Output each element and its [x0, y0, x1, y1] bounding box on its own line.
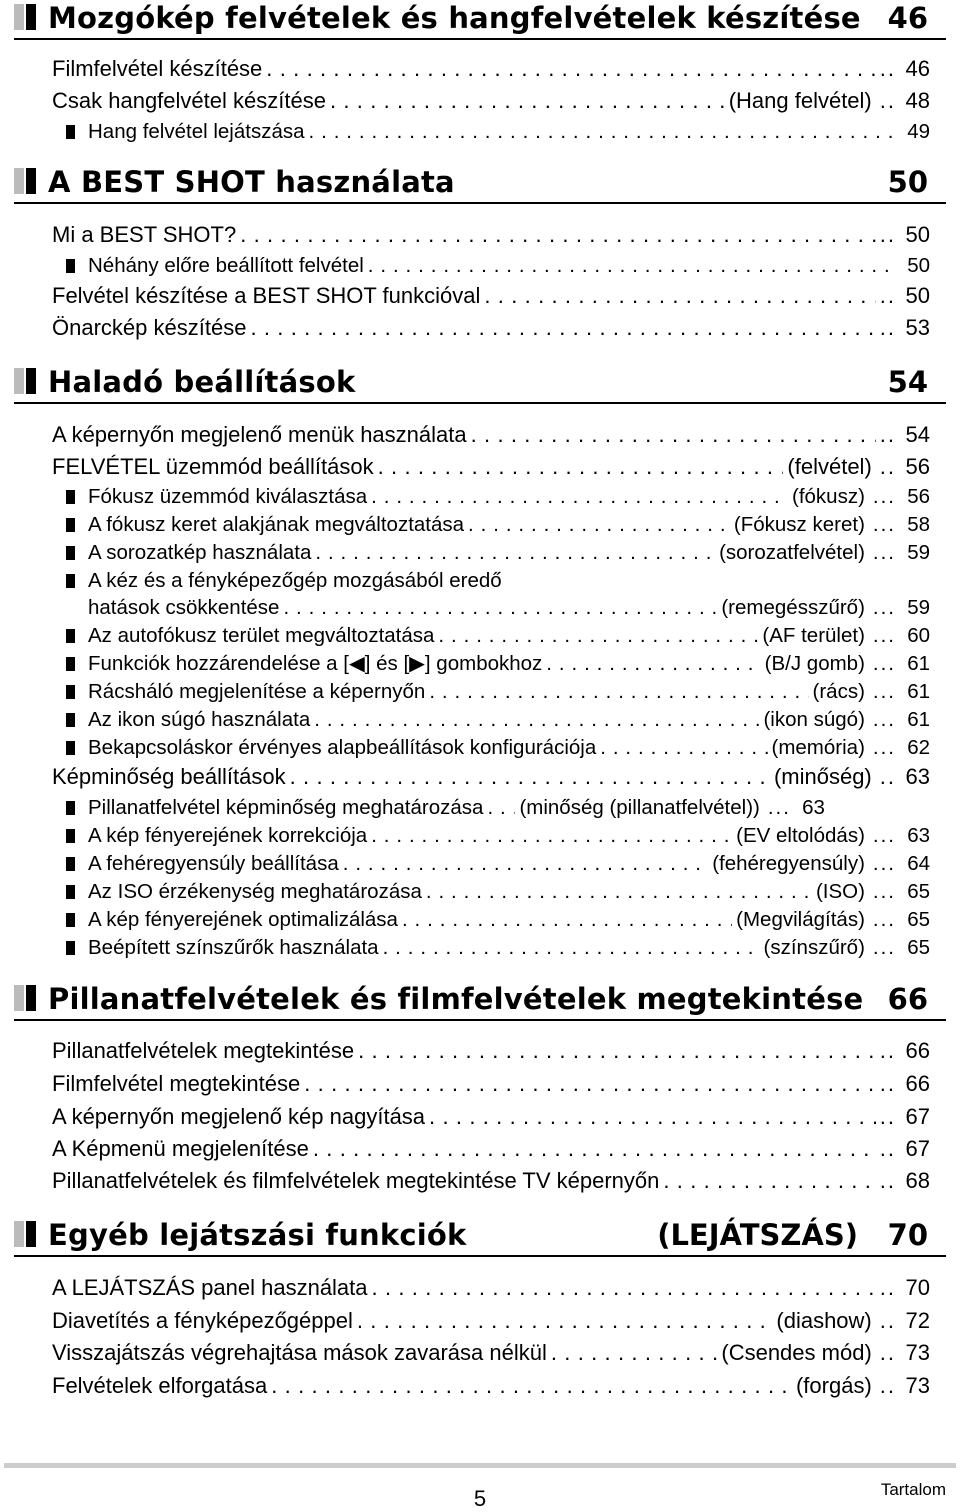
toc-subentry[interactable]: A kép fényerejének korrekciója . . . (EV eltolódás) ... 63	[66, 822, 930, 850]
toc-entry-reference: (B/J gomb)	[764, 652, 865, 675]
toc-entry-reference: (AF terület)	[762, 624, 865, 647]
toc-entry-page: 48	[905, 88, 930, 113]
leader-dots	[663, 1166, 875, 1196]
toc-entry-page: 73	[905, 1340, 930, 1365]
toc-subentry[interactable]: A fehéregyensúly beállítása . . . (fehéregyensúly) ... 64	[66, 850, 930, 878]
bullet-icon	[66, 259, 75, 273]
toc-entry[interactable]: Diavetítés a fényképezőgéppel . . . (diashow) .. 72	[52, 1306, 930, 1336]
section-marker-icon	[14, 985, 38, 1011]
toc-entry-reference: (remegésszűrő)	[721, 596, 865, 619]
toc-entry-page: 49	[907, 120, 930, 143]
toc-entry-page: 56	[905, 454, 930, 479]
bullet-icon	[66, 801, 75, 815]
toc-entry[interactable]: Felvételek elforgatása . . . (forgás) .. 73	[52, 1371, 930, 1401]
toc-entry[interactable]: Csak hangfelvétel készítése . . . (Hang felvétel) .. 48	[52, 86, 930, 116]
toc-entry-page: 58	[907, 513, 930, 536]
toc-entry-label: A Képmenü megjelenítése	[52, 1136, 309, 1161]
toc-subentry[interactable]: Az ikon súgó használata . . . (ikon súgó) ... 61	[66, 706, 930, 734]
toc-entry-label: Önarckép készítése	[52, 315, 247, 340]
section-page-number: 54	[887, 365, 928, 399]
leader-dots	[383, 934, 760, 962]
section-page-number: 70	[887, 1218, 928, 1252]
toc-entry-page: 68	[905, 1168, 930, 1193]
toc-entry-label: Csak hangfelvétel készítése	[52, 88, 326, 113]
leader-dots	[429, 1102, 876, 1132]
leader-dots	[266, 54, 875, 84]
toc-entry-label: Pillanatfelvételek megtekintése	[52, 1038, 355, 1063]
toc-entry-label: Diavetítés a fényképezőgéppel	[52, 1308, 353, 1333]
toc-entry-label: Képminőség beállítások	[52, 764, 286, 789]
section-marker-icon	[14, 4, 38, 30]
bullet-icon	[66, 657, 75, 671]
toc-entry-label: Rácsháló megjelenítése a képernyőn	[88, 680, 426, 703]
section-page-number: 50	[887, 165, 928, 199]
toc-entry-label: Hang felvétel lejátszása	[88, 120, 305, 143]
toc-entry[interactable]: Pillanatfelvételek megtekintése . . . .. 66	[52, 1036, 930, 1066]
section-marker-icon	[14, 168, 38, 194]
toc-entry-page: 61	[907, 652, 930, 675]
toc-subentry[interactable]	[66, 118, 930, 146]
toc-entry-label: hatások csökkentése	[88, 596, 280, 619]
leader-dots	[402, 906, 732, 934]
toc-entry-label: Az autofókusz terület megváltoztatása	[88, 624, 435, 647]
leader-dots	[343, 850, 708, 878]
toc-entry-page: 50	[905, 283, 930, 308]
toc-entry[interactable]: A Képmenü megjelenítése . . . .. 67	[52, 1134, 930, 1164]
bullet-icon	[66, 913, 75, 927]
toc-entry-label: Bekapcsoláskor érvényes alapbeállítások konfigurációja	[88, 736, 597, 759]
toc-entry-page: 63	[907, 824, 930, 847]
toc-entry-label: Visszajátszás végrehajtása mások zavarása nélkül	[52, 1340, 547, 1365]
bullet-icon	[66, 125, 75, 139]
section-heading	[14, 2, 946, 40]
toc-entry-page: 50	[905, 222, 930, 247]
leader-dots	[313, 1134, 876, 1164]
page-number: 5	[473, 1486, 487, 1511]
toc-subentry[interactable]: Az autofókusz terület megváltoztatása . . . (AF terület) ... 60	[66, 622, 930, 650]
toc-entry[interactable]: A képernyőn megjelenő kép nagyítása . . . .. 67	[52, 1102, 930, 1132]
toc-subentry[interactable]: Beépített színszűrők használata . . . (színszűrő) ... 65	[66, 934, 930, 962]
toc-entry-label: A képernyőn megjelenő kép nagyítása	[52, 1104, 426, 1129]
section-page-number: 46	[887, 1, 928, 35]
toc-entry-reference: (Megvilágítás)	[736, 908, 865, 931]
leader-dots	[358, 1036, 876, 1066]
leader-dots	[378, 452, 784, 482]
toc-entry-label: A kép fényerejének optimalizálása	[88, 908, 398, 931]
toc-subentry[interactable]: A sorozatkép használata . . . (sorozatfelvétel) ... 59	[66, 539, 930, 567]
toc-entry-page: 67	[905, 1136, 930, 1161]
leader-dots	[600, 734, 767, 762]
toc-entry-label: A fehéregyensúly beállítása	[88, 852, 339, 875]
toc-entry-label: Az ikon súgó használata	[88, 708, 311, 731]
toc-entry-reference: (diashow)	[776, 1308, 872, 1333]
toc-entry-reference: (Csendes mód)	[721, 1340, 872, 1365]
section-heading	[14, 166, 946, 204]
footer-divider	[4, 1463, 956, 1468]
toc-entry-page: 65	[907, 880, 930, 903]
toc-entry-label: Beépített színszűrők használata	[88, 936, 379, 959]
toc-entry-label: A kép fényerejének korrekciója	[88, 824, 368, 847]
footer-section-link[interactable]: Tartalom	[880, 1480, 946, 1499]
toc-entry-label: Fókusz üzemmód kiválasztása	[88, 485, 368, 508]
section-marker-icon	[14, 368, 38, 394]
leader-dots	[551, 1338, 718, 1368]
toc-entry[interactable]: Képminőség beállítások . . . (minőség) .. 63	[52, 762, 930, 792]
toc-entry-page: 70	[905, 1275, 930, 1300]
toc-entry[interactable]: Önarckép készítése . . . .. 53	[52, 313, 930, 343]
toc-entry-page: 63	[802, 796, 825, 819]
toc-subentry[interactable]: Pillanatfelvétel képminőség meghatározása . . . (minőség (pillanatfelvétel)) ... 63	[66, 794, 930, 822]
toc-entry-reference: (minőség)	[773, 764, 872, 789]
toc-subentry[interactable]: Rácsháló megjelenítése a képernyőn . . . (rács) ... 61	[66, 678, 930, 706]
toc-entry-reference: (forgás)	[795, 1373, 872, 1398]
toc-entry-reference: (sorozatfelvétel)	[719, 541, 865, 564]
bullet-icon	[66, 546, 75, 560]
toc-entry-page: 72	[905, 1308, 930, 1333]
leader-dots	[309, 118, 896, 146]
toc-entry-page: 66	[905, 1071, 930, 1096]
leader-dots	[429, 678, 808, 706]
bullet-icon	[66, 885, 75, 899]
toc-entry-reference: (fókusz)	[792, 485, 865, 508]
toc-entry-label: Filmfelvétel készítése	[52, 56, 263, 81]
toc-entry[interactable]: Visszajátszás végrehajtása mások zavarása nélkül . . . (Csendes mód) .. 73	[52, 1338, 930, 1368]
toc-entry-page: 59	[907, 541, 930, 564]
section-title: Haladó beállítások	[48, 365, 356, 399]
section-mode-label: (LEJÁTSZÁS)	[657, 1218, 858, 1252]
toc-entry-page: 60	[907, 624, 930, 647]
leader-dots	[368, 252, 896, 280]
toc-entry-label: A fókusz keret alakjának megváltoztatása	[88, 513, 465, 536]
toc-subentry[interactable]: A fókusz keret alakjának megváltoztatása . . . (Fókusz keret) ... 58	[66, 511, 930, 539]
leader-dots	[484, 281, 875, 311]
bullet-icon	[66, 574, 75, 588]
section-title: Mozgókép felvételek és hangfelvételek készítése	[48, 1, 861, 35]
toc-entry-page: 65	[907, 936, 930, 959]
toc-entry-label: FELVÉTEL üzemmód beállítások	[52, 454, 374, 479]
toc-entry-page: 62	[907, 736, 930, 759]
section-heading	[14, 1219, 946, 1257]
section-title: Pillanatfelvételek és filmfelvételek megtekintése	[48, 982, 864, 1016]
toc-entry-page: 66	[905, 1038, 930, 1063]
toc-entry-label: Mi a BEST SHOT?	[52, 222, 237, 247]
toc-entry-page: 63	[905, 764, 930, 789]
bullet-icon	[66, 857, 75, 871]
toc-entry-label: Az ISO érzékenység meghatározása	[88, 880, 422, 903]
toc-entry-label: A LEJÁTSZÁS panel használata	[52, 1275, 368, 1300]
section-title: A BEST SHOT használata	[48, 165, 455, 199]
leader-dots	[330, 86, 725, 116]
toc-entry-label: Funkciók hozzárendelése a [◀] és [▶] gombokhoz	[88, 652, 543, 675]
leader-dots	[372, 1273, 876, 1303]
leader-dots	[304, 1069, 876, 1099]
leader-dots	[438, 622, 758, 650]
section-title: Egyéb lejátszási funkciók	[48, 1218, 467, 1252]
toc-entry-label: Filmfelvétel megtekintése	[52, 1071, 301, 1096]
toc-subentry[interactable]: A kép fényerejének optimalizálása . . . (Megvilágítás) ... 65	[66, 906, 930, 934]
leader-dots	[371, 483, 788, 511]
toc-entry-label: Felvételek elforgatása	[52, 1373, 268, 1398]
toc-entry-reference: (rács)	[812, 680, 865, 703]
toc-entry[interactable]: Filmfelvétel készítése . . . .. 46	[52, 54, 930, 84]
toc-entry-page: 61	[907, 708, 930, 731]
bullet-icon	[66, 741, 75, 755]
toc-entry-page: 53	[905, 315, 930, 340]
toc-entry-reference: (memória)	[771, 736, 865, 759]
leader-dots	[250, 313, 875, 343]
toc-entry[interactable]: Mi a BEST SHOT? . . . .. 50	[52, 220, 930, 250]
bullet-icon	[66, 941, 75, 955]
toc-subentry[interactable]	[66, 252, 930, 280]
toc-entry-reference: (EV eltolódás)	[736, 824, 865, 847]
leader-dots	[283, 594, 717, 622]
toc-entry[interactable]: A képernyőn megjelenő menük használata . . . .. 54	[52, 420, 930, 450]
toc-entry-page: 61	[907, 680, 930, 703]
bullet-icon	[66, 629, 75, 643]
toc-entry-page: 59	[907, 596, 930, 619]
bullet-icon	[66, 713, 75, 727]
section-page-number: 66	[887, 982, 928, 1016]
section-marker-icon	[14, 1221, 38, 1247]
toc-entry-page: 67	[905, 1104, 930, 1129]
toc-entry-reference: (Fókusz keret)	[733, 513, 865, 536]
toc-entry[interactable]: A LEJÁTSZÁS panel használata . . . .. 70	[52, 1273, 930, 1303]
toc-entry[interactable]: Pillanatfelvételek és filmfelvételek megtekintése TV képernyőn . . . .. 68	[52, 1166, 930, 1196]
toc-subentry[interactable]: Bekapcsoláskor érvényes alapbeállítások konfigurációja . . . (memória) ... 62	[66, 734, 930, 762]
toc-entry[interactable]: Felvétel készítése a BEST SHOT funkcióval . . . .. 50	[52, 281, 930, 311]
leader-dots	[240, 220, 876, 250]
toc-entry-reference: (minőség (pillanatfelvétel))	[519, 796, 760, 819]
toc-entry-label: Felvétel készítése a BEST SHOT funkcióval	[52, 283, 481, 308]
leader-dots	[357, 1306, 773, 1336]
bullet-icon	[66, 685, 75, 699]
toc-entry-page: 50	[907, 254, 930, 277]
toc-entry-reference: (ikon súgó)	[763, 708, 865, 731]
toc-entry-reference: (ISO)	[815, 880, 865, 903]
section-heading	[14, 983, 946, 1021]
leader-dots	[468, 511, 730, 539]
leader-dots	[314, 706, 759, 734]
leader-dots	[487, 794, 515, 822]
leader-dots	[426, 878, 812, 906]
bullet-icon	[66, 518, 75, 532]
toc-entry-label: Pillanatfelvételek és filmfelvételek megtekintése TV képernyőn	[52, 1168, 660, 1193]
toc-entry-reference: (Hang felvétel)	[728, 88, 872, 113]
toc-entry-page: 64	[907, 852, 930, 875]
toc-entry-label: A kéz és a fényképezőgép mozgásából eredő	[88, 569, 502, 592]
toc-entry-page: 56	[907, 485, 930, 508]
toc-entry-label: Pillanatfelvétel képminőség meghatározása	[88, 796, 484, 819]
toc-entry-label: A képernyőn megjelenő menük használata	[52, 422, 467, 447]
toc-entry-page: 54	[905, 422, 930, 447]
leader-dots	[471, 420, 876, 450]
leader-dots	[290, 762, 770, 792]
toc-subentry[interactable]: Fókusz üzemmód kiválasztása . . . (fókusz) ... 56	[66, 483, 930, 511]
toc-entry-page: 46	[905, 56, 930, 81]
toc-entry-label: A sorozatkép használata	[88, 541, 312, 564]
toc-entry-label: Néhány előre beállított felvétel	[88, 254, 364, 277]
toc-entry[interactable]: FELVÉTEL üzemmód beállítások . . . (felvétel) .. 56	[52, 452, 930, 482]
leader-dots	[271, 1371, 792, 1401]
leader-dots	[546, 650, 760, 678]
toc-entry-reference: (felvétel)	[787, 454, 872, 479]
bullet-icon	[66, 829, 75, 843]
toc-subentry[interactable]: Az ISO érzékenység meghatározása . . . (ISO) ... 65	[66, 878, 930, 906]
bullet-icon	[66, 490, 75, 504]
toc-entry-page: 65	[907, 908, 930, 931]
leader-dots	[371, 822, 732, 850]
toc-subentry[interactable]: Funkciók hozzárendelése a [◀] és [▶] gombokhoz . . . (B/J gomb) ... 61	[66, 650, 930, 678]
toc-subentry-continuation[interactable]: hatások csökkentése . . . (remegésszűrő) ... 59	[88, 594, 930, 622]
toc-entry-page: 73	[905, 1373, 930, 1398]
section-heading	[14, 366, 946, 404]
toc-entry-reference: (színszűrő)	[763, 936, 865, 959]
leader-dots	[315, 539, 715, 567]
toc-entry[interactable]: Filmfelvétel megtekintése . . . .. 66	[52, 1069, 930, 1099]
toc-entry-reference: (fehéregyensúly)	[712, 852, 865, 875]
toc-subentry[interactable]	[66, 567, 930, 595]
